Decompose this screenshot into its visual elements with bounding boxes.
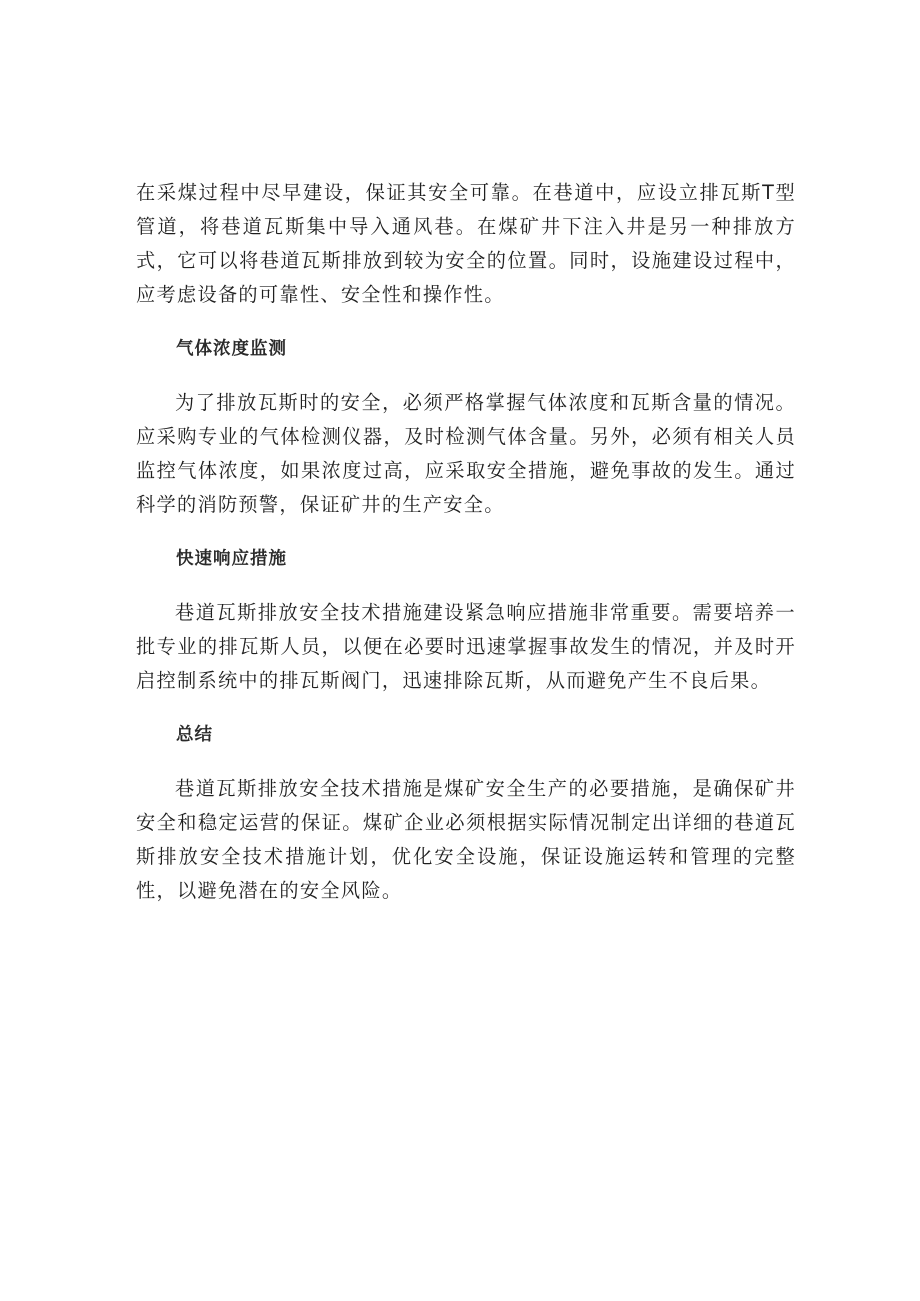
paragraph-facility-construction: 在采煤过程中尽早建设，保证其安全可靠。在巷道中，应设立排瓦斯T型管道，将巷道瓦斯集中导入通风巷。在煤矿井下注入井是另一种排放方式，它可以将巷道瓦斯排放到较为安全的位置。同时，设施建设过程中，应考虑设备的可靠性、安全性和操作性。 [136, 181, 796, 306]
section-heading-summary: 总结 [176, 725, 213, 745]
paragraph-rapid-response: 巷道瓦斯排放安全技术措施建设紧急响应措施非常重要。需要培养一批专业的排瓦斯人员，以便在必要时迅速掌握事故发生的情况，并及时开启控制系统中的排瓦斯阀门，迅速排除瓦斯，从而避免产生不良后果。 [136, 601, 796, 692]
section-heading-gas-monitoring: 气体浓度监测 [176, 339, 287, 359]
paragraph-summary: 巷道瓦斯排放安全技术措施是煤矿安全生产的必要措施，是确保矿井安全和稳定运营的保证。煤矿企业必须根据实际情况制定出详细的巷道瓦斯排放安全技术措施计划，优化安全设施，保证设施运转和管理的完整性，以避免潜在的安全风险。 [136, 777, 796, 902]
section-heading-rapid-response: 快速响应措施 [176, 549, 287, 569]
paragraph-gas-monitoring: 为了排放瓦斯时的安全，必须严格掌握气体浓度和瓦斯含量的情况。应采购专业的气体检测仪器，及时检测气体含量。另外，必须有相关人员监控气体浓度，如果浓度过高，应采取安全措施，避免事故的发生。通过科学的消防预警，保证矿井的生产安全。 [136, 391, 796, 516]
document-body [136, 176, 796, 908]
